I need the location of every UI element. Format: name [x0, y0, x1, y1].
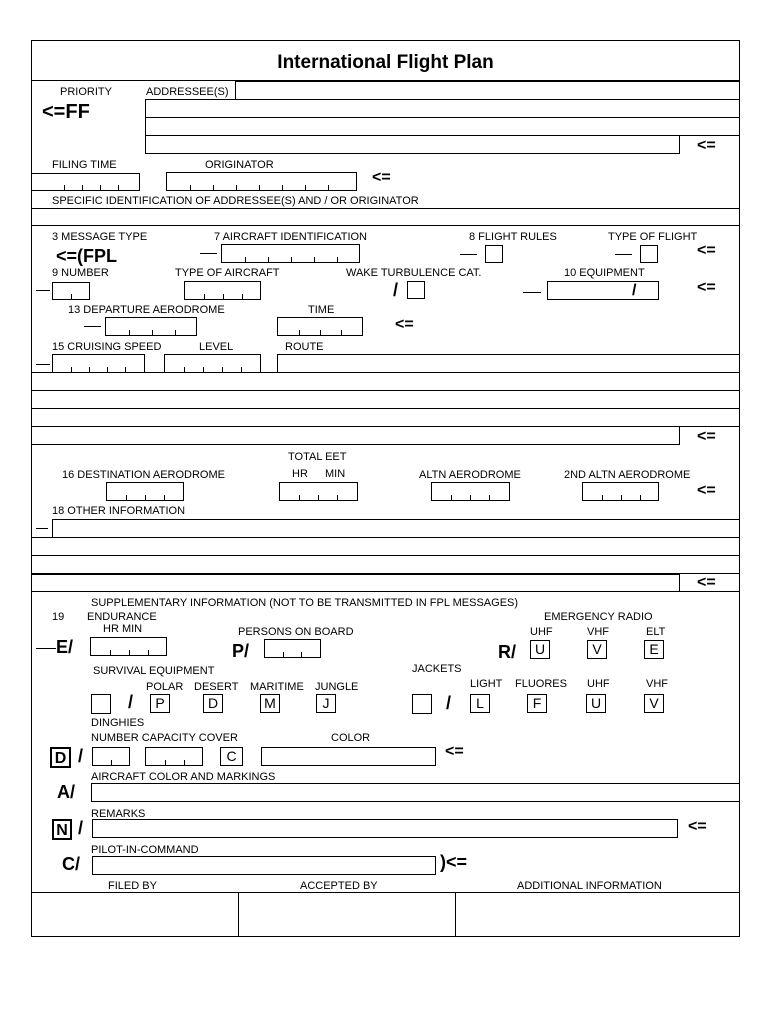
endurance-field[interactable]: [90, 637, 167, 656]
pilot-in-command-label: PILOT-IN-COMMAND: [91, 844, 199, 856]
type-of-flight-field[interactable]: [640, 245, 658, 263]
jackets-label: JACKETS: [412, 663, 462, 675]
accepted-by-label: ACCEPTED BY: [300, 880, 378, 892]
other-info-label: 18 OTHER INFORMATION: [52, 505, 186, 517]
wake-turbulence-label: WAKE TURBULENCE CAT.: [346, 267, 482, 279]
altn-aerodrome-field[interactable]: [431, 482, 510, 501]
jackets-vhf-checkbox[interactable]: V: [644, 694, 664, 713]
polar-label: POLAR: [146, 681, 184, 693]
route-field-5[interactable]: [31, 426, 680, 445]
remarks-label: REMARKS: [91, 808, 146, 820]
jackets-checkbox[interactable]: [412, 694, 432, 714]
dinghies-color-field[interactable]: [261, 747, 436, 766]
slash: /: [128, 692, 134, 712]
departure-time-field[interactable]: [277, 317, 363, 336]
uhf-label: UHF: [530, 626, 553, 638]
end-mark: <=: [697, 279, 716, 296]
departure-label: 13 DEPARTURE AERODROME: [68, 304, 225, 316]
aircraft-color-label: AIRCRAFT COLOR AND MARKINGS: [91, 771, 276, 783]
pilot-in-command-end: )<=: [440, 852, 468, 872]
survival-equipment-checkbox[interactable]: [91, 694, 111, 714]
other-info-field-1[interactable]: [52, 519, 740, 538]
min-label: MIN: [325, 468, 346, 480]
item-19-number: 19: [52, 611, 65, 623]
message-type-label: 3 MESSAGE TYPE: [52, 231, 148, 243]
addressee-field-2[interactable]: [145, 99, 740, 118]
polar-checkbox[interactable]: P: [150, 694, 170, 713]
route-field-4[interactable]: [31, 408, 740, 427]
pilot-in-command-prefix: C/: [62, 854, 80, 874]
number-field[interactable]: [52, 282, 90, 300]
wake-turbulence-field[interactable]: [407, 281, 425, 299]
total-eet-field[interactable]: [279, 482, 358, 501]
pob-prefix: P/: [232, 641, 250, 661]
destination-label: 16 DESTINATION AERODROME: [62, 469, 225, 481]
priority-value: <=FF: [42, 101, 90, 123]
uhf-checkbox[interactable]: U: [530, 640, 550, 659]
desert-label: DESERT: [194, 681, 239, 693]
departure-field[interactable]: [105, 317, 197, 336]
light-checkbox[interactable]: L: [470, 694, 490, 713]
type-aircraft-field[interactable]: [184, 281, 261, 300]
light-label: LIGHT: [470, 678, 503, 690]
addressee-field-1[interactable]: [235, 81, 740, 100]
end-mark: <=: [372, 169, 391, 186]
fluores-label: FLUORES: [515, 678, 567, 690]
jackets-uhf-label: UHF: [587, 678, 610, 690]
destination-field[interactable]: [106, 482, 184, 501]
route-field-2[interactable]: [31, 372, 740, 391]
accepted-by-field[interactable]: [239, 892, 456, 937]
emergency-radio-label: EMERGENCY RADIO: [544, 611, 653, 623]
persons-on-board-field[interactable]: [264, 639, 321, 658]
supplementary-label: SUPPLEMENTARY INFORMATION (NOT TO BE TRANSMITTED IN FPL MESSAGES): [91, 597, 519, 609]
end-mark: <=: [697, 428, 716, 445]
end-mark: <=: [697, 482, 716, 499]
endurance-prefix: E/: [56, 637, 74, 657]
other-info-field-3[interactable]: [31, 555, 740, 574]
survival-equipment-label: SURVIVAL EQUIPMENT: [93, 665, 215, 677]
slash: /: [78, 818, 84, 838]
jackets-uhf-checkbox[interactable]: U: [586, 694, 606, 713]
route-field-1[interactable]: [277, 354, 740, 373]
end-mark: <=: [697, 574, 716, 591]
type-aircraft-label: TYPE OF AIRCRAFT: [175, 267, 280, 279]
dinghies-cover-checkbox[interactable]: C: [220, 747, 243, 766]
end-mark: <=: [395, 316, 414, 333]
route-label: ROUTE: [285, 341, 324, 353]
aircraft-id-label: 7 AIRCRAFT IDENTIFICATION: [214, 231, 367, 243]
addressee-field-4[interactable]: [145, 135, 680, 154]
dinghies-number-field[interactable]: [92, 747, 130, 766]
jungle-checkbox[interactable]: J: [316, 694, 336, 713]
route-field-3[interactable]: [31, 390, 740, 409]
type-of-flight-label: TYPE OF FLIGHT: [608, 231, 698, 243]
cruising-speed-field[interactable]: [52, 354, 145, 373]
time-label: TIME: [308, 304, 335, 316]
end-mark: <=: [445, 743, 464, 760]
slash: /: [78, 746, 84, 766]
desert-checkbox[interactable]: D: [203, 694, 223, 713]
level-field[interactable]: [164, 354, 261, 373]
specific-id-label: SPECIFIC IDENTIFICATION OF ADDRESSEE(S) AND / OR ORIGINATOR: [52, 195, 419, 207]
fluores-checkbox[interactable]: F: [527, 694, 547, 713]
endurance-hr-min-label: HR MIN: [103, 623, 143, 635]
dinghies-label: DINGHIES: [91, 717, 145, 729]
hr-label: HR: [292, 468, 308, 480]
elt-label: ELT: [646, 626, 666, 638]
aircraft-color-prefix: A/: [57, 782, 75, 802]
additional-info-label: ADDITIONAL INFORMATION: [517, 880, 662, 892]
equipment-field[interactable]: /: [547, 281, 659, 300]
flight-rules-label: 8 FLIGHT RULES: [469, 231, 557, 243]
message-type-value: <=(FPL: [56, 246, 118, 266]
altn2-aerodrome-label: 2ND ALTN AERODROME: [564, 469, 691, 481]
vhf-checkbox[interactable]: V: [587, 640, 607, 659]
dinghies-columns-label: NUMBER CAPACITY COVER: [91, 732, 238, 744]
priority-label: PRIORITY: [60, 86, 112, 98]
altn2-aerodrome-field[interactable]: [582, 482, 659, 501]
slash: /: [393, 280, 399, 300]
dinghies-color-label: COLOR: [331, 732, 371, 744]
jungle-label: JUNGLE: [315, 681, 359, 693]
filed-by-label: FILED BY: [108, 880, 157, 892]
total-eet-label: TOTAL EET: [288, 451, 347, 463]
flight-rules-field[interactable]: [485, 245, 503, 263]
addressees-label: ADDRESSEE(S): [146, 86, 229, 98]
filed-by-field[interactable]: [31, 892, 239, 937]
aircraft-color-field[interactable]: [91, 783, 740, 802]
vhf-label: VHF: [587, 626, 609, 638]
addressee-field-3[interactable]: [145, 117, 740, 136]
remarks-field[interactable]: [92, 819, 678, 838]
end-mark: <=: [697, 137, 716, 154]
slash: /: [446, 693, 452, 713]
other-info-field-4[interactable]: [31, 574, 680, 592]
level-label: LEVEL: [199, 341, 234, 353]
cruising-speed-label: 15 CRUISING SPEED: [52, 341, 162, 353]
jackets-vhf-label: VHF: [646, 678, 668, 690]
endurance-label: ENDURANCE: [87, 611, 157, 623]
persons-on-board-label: PERSONS ON BOARD: [238, 626, 354, 638]
remarks-checkbox[interactable]: N: [52, 819, 72, 840]
dinghies-capacity-field[interactable]: [145, 747, 203, 766]
additional-info-field[interactable]: [456, 892, 740, 937]
number-label: 9 NUMBER: [52, 267, 109, 279]
page-title: International Flight Plan: [277, 52, 494, 73]
aircraft-id-field[interactable]: [221, 244, 360, 263]
originator-label: ORIGINATOR: [205, 159, 274, 171]
maritime-label: MARITIME: [250, 681, 304, 693]
altn-aerodrome-label: ALTN AERODROME: [419, 469, 521, 481]
radio-prefix: R/: [498, 642, 516, 662]
end-mark: <=: [688, 818, 707, 835]
pilot-in-command-field[interactable]: [92, 856, 436, 875]
other-info-field-2[interactable]: [31, 537, 740, 556]
maritime-checkbox[interactable]: M: [260, 694, 280, 713]
specific-id-field[interactable]: [31, 208, 740, 226]
filing-time-field[interactable]: [31, 173, 140, 191]
filing-time-label: FILING TIME: [52, 159, 117, 171]
dinghies-checkbox[interactable]: D: [50, 747, 71, 768]
equipment-label: 10 EQUIPMENT: [564, 267, 645, 279]
end-mark: <=: [697, 242, 716, 259]
elt-checkbox[interactable]: E: [644, 640, 664, 659]
originator-field[interactable]: [166, 172, 357, 191]
